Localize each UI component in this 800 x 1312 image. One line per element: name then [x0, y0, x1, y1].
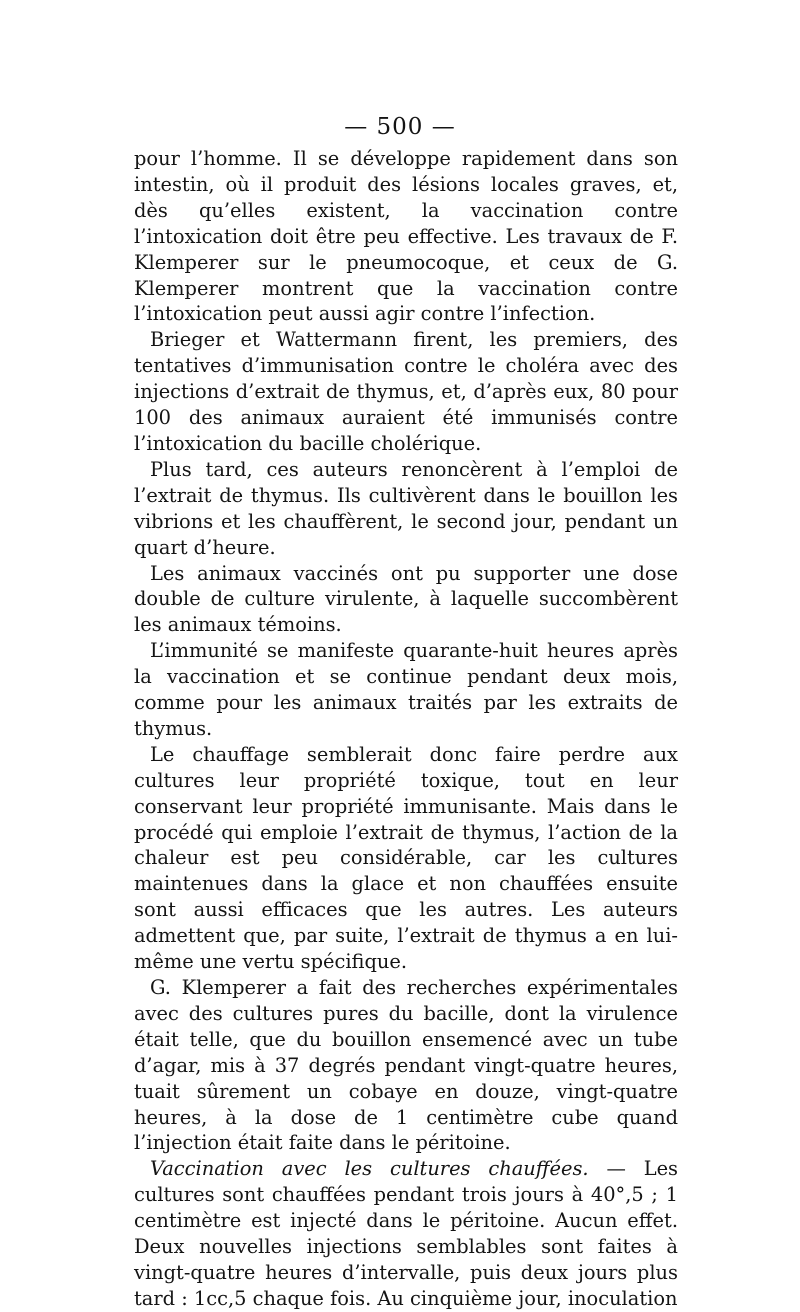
section-heading-italic: Vaccination avec les cultures chauffées.	[150, 1157, 589, 1181]
paragraph: Les animaux vaccinés ont pu supporter une dose double de culture virulente, à laquelle succombèrent les animaux témoins.	[134, 561, 678, 637]
paragraph: G. Klemperer a fait des recherches expérimentales avec des cultures pures du bacille, dont la virulence était telle, que du bouillon ensemencé avec un tube d’agar, mis à 37 degrés pendant vingt-quatre heures, tuait sûrement un cobaye en douze, vingt-quatre heures, à la dose de 1 centimètre cube quand l’injection était faite dans le péritoine.	[134, 976, 678, 1155]
paragraph: Plus tard, ces auteurs renoncèrent à l’emploi de l’extrait de thymus. Ils cultivèrent dans le bouillon les vibrions et les chauffèrent, le second jour, pendant un quart d’heure.	[134, 457, 678, 559]
paragraph: pour l’homme. Il se développe rapidement dans son intestin, où il produit des lésions locales graves, et, dès qu’elles existent, la vaccination contre l’intoxication doit être peu effective. Les travaux de F. Klemperer sur le pneumocoque, et ceux de G. Klemperer montrent que la vaccination contre l’intoxication peut aussi agir contre l’infection.	[134, 147, 678, 326]
paragraph-vaccination	[134, 1156, 678, 1311]
paragraph-text: — Les cultures sont chauffées pendant trois jours à 40°,5 ; 1 centimètre est injecté dans le péritoine. Aucun effet. Deux nouvelles injections semblables sont faites à vingt-quatre heures d’intervalle, puis deux jours plus tard : 1cc,5 chaque fois. Au cinquième jour, inoculation	[134, 1157, 678, 1310]
paragraph: L’immunité se manifeste quarante-huit heures après la vaccination et se continue pendant deux mois, comme pour les animaux traités par les extraits de thymus.	[134, 639, 678, 740]
page-number: — 500 —	[344, 114, 456, 140]
paragraph: Le chauffage semblerait donc faire perdre aux cultures leur propriété toxique, tout en leur conservant leur propriété immunisante. Mais dans le procédé qui emploie l’extrait de thymus, l’action de la chaleur est peu considérable, car les cultures maintenues dans la glace et non chauffées ensuite sont aussi efficaces que les autres. Les auteurs admettent que, par suite, l’extrait de thymus a en lui-même une vertu spécifique.	[134, 742, 678, 974]
paragraph: Brieger et Wattermann firent, les premiers, des tentatives d’immunisation contre le choléra avec des injections d’extrait de thymus, et, d’après eux, 80 pour 100 des animaux auraient été immunisés contre l’intoxication du bacille cholérique.	[134, 328, 678, 455]
body-text	[134, 146, 678, 1312]
